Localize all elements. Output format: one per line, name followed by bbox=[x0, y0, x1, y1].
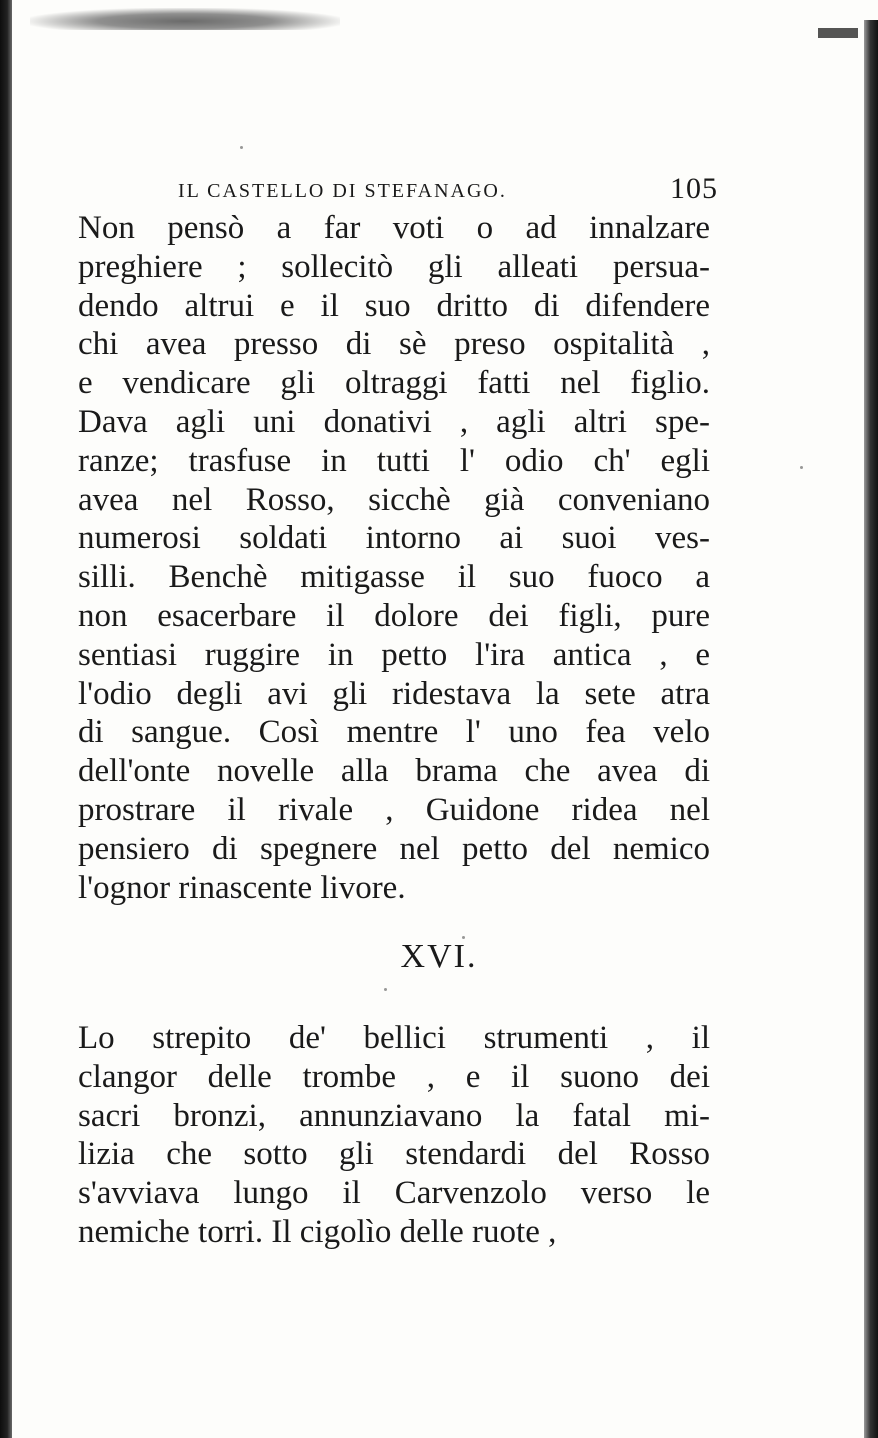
text-line: s'avviava lungo il Carvenzolo verso le bbox=[78, 1175, 710, 1212]
text-line: numerosi soldati intorno ai suoi ves- bbox=[78, 520, 710, 557]
page-number: 105 bbox=[670, 172, 718, 205]
text-line: silli. Benchè mitigasse il suo fuoco a bbox=[78, 559, 710, 596]
text-line: nemiche torri. Il cigolìo delle ruote , bbox=[78, 1213, 557, 1250]
text-line: l'odio degli avi gli ridestava la sete atra bbox=[78, 675, 710, 712]
text-line: Dava agli uni donativi , agli altri spe- bbox=[78, 403, 710, 440]
text-line: preghiere ; sollecitò gli alleati persua- bbox=[78, 248, 710, 285]
text-line: sentiasi ruggire in petto l'ira antica , e bbox=[78, 636, 710, 673]
text-line: chi avea presso di sè preso ospitalità , bbox=[78, 326, 710, 363]
text-line: l'ognor rinascente livore. bbox=[78, 869, 406, 906]
scan-binding-edge-left bbox=[0, 0, 12, 1438]
scan-smudge-top-right bbox=[818, 28, 858, 38]
text-line: clangor delle trombe , e il suono dei bbox=[78, 1058, 710, 1095]
text-line: dendo altrui e il suo dritto di difendere bbox=[78, 287, 710, 324]
text-line: dell'onte novelle alla brama che avea di bbox=[78, 753, 710, 790]
text-line: sacri bronzi, annunziavano la fatal mi- bbox=[78, 1097, 710, 1134]
scan-smudge-top bbox=[30, 8, 340, 30]
paragraph bbox=[78, 1019, 710, 1252]
scan-speck bbox=[800, 466, 803, 469]
text-line: pensiero di spegnere nel petto del nemico bbox=[78, 830, 710, 867]
text-line: di sangue. Così mentre l' uno fea velo bbox=[78, 714, 710, 751]
text-line: lizia che sotto gli stendardi del Rosso bbox=[78, 1136, 710, 1173]
text-line: ranze; trasfuse in tutti l' odio ch' egli bbox=[78, 442, 710, 479]
text-line: non esacerbare il dolore dei figli, pure bbox=[78, 597, 710, 634]
scan-binding-edge-right bbox=[864, 20, 878, 1438]
running-head-title: IL CASTELLO DI STEFANAGO. bbox=[178, 180, 507, 202]
paragraph bbox=[78, 209, 710, 907]
scan-speck bbox=[384, 988, 387, 991]
scan-speck bbox=[240, 146, 243, 149]
running-head bbox=[178, 172, 718, 212]
chapter-heading: XVI. bbox=[400, 938, 478, 975]
text-line: Lo strepito de' bellici strumenti , il bbox=[78, 1020, 710, 1056]
text-line: e vendicare gli oltraggi fatti nel figlio. bbox=[78, 365, 710, 402]
text-line: avea nel Rosso, sicchè già conveniano bbox=[78, 481, 710, 518]
text-line: prostrare il rivale , Guidone ridea nel bbox=[78, 791, 710, 828]
text-line: Non pensò a far voti o ad innalzare bbox=[78, 210, 710, 246]
